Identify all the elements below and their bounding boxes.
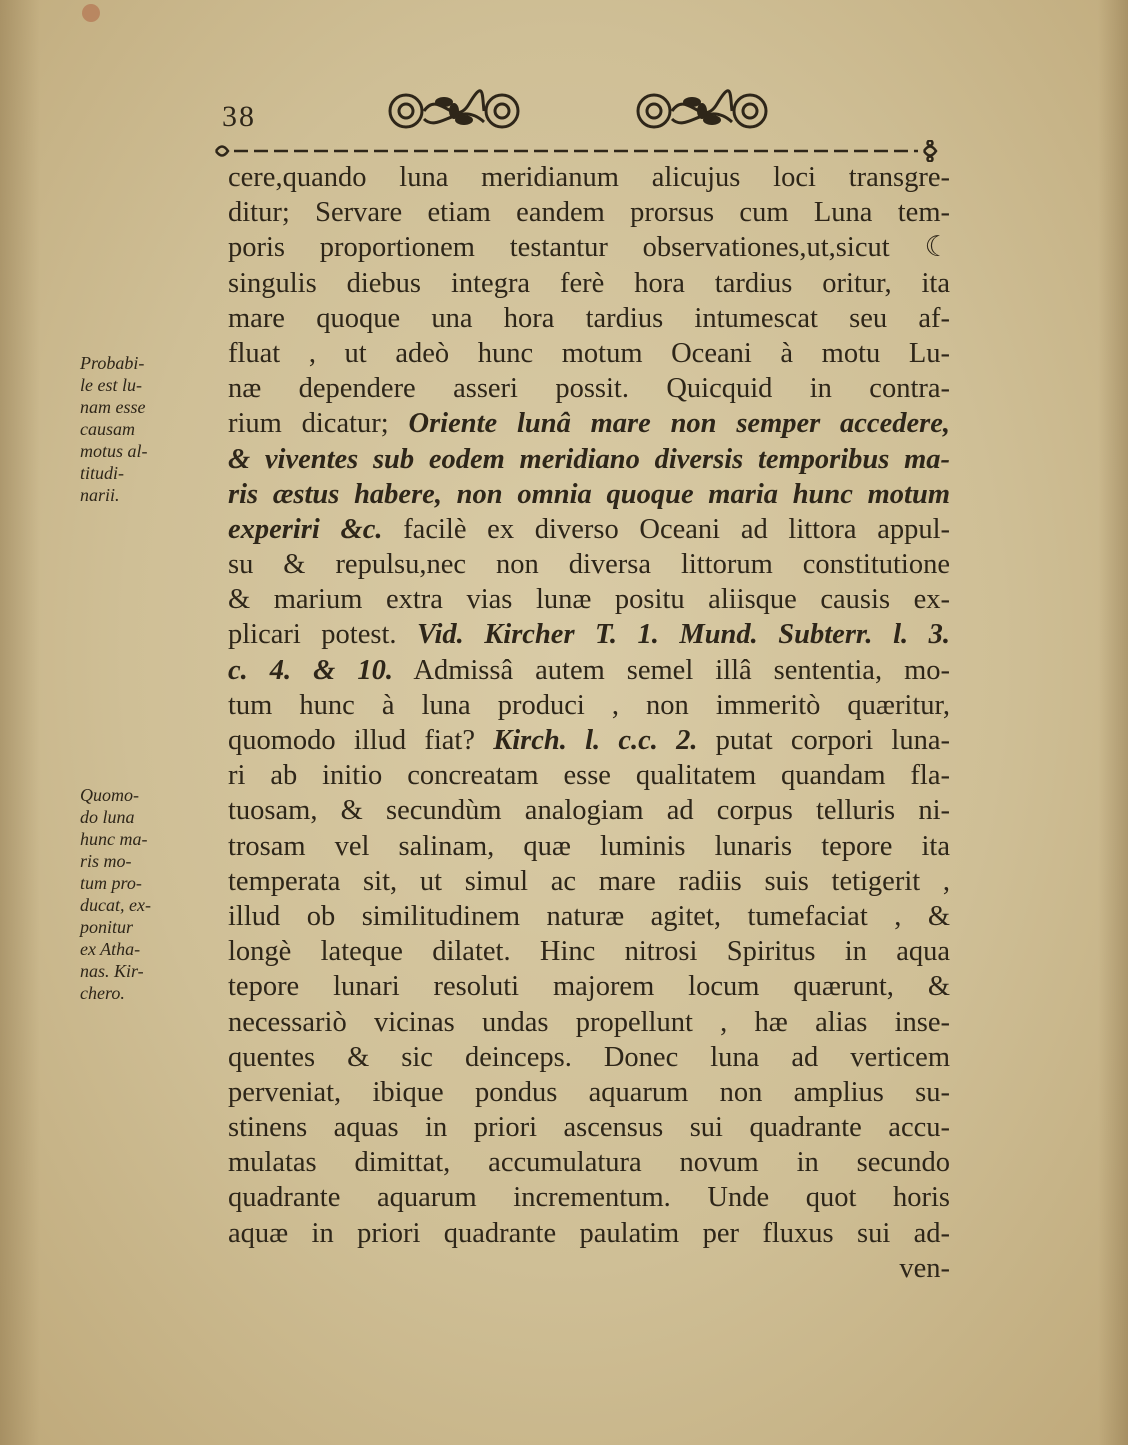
margin-note-line: causam bbox=[80, 419, 135, 439]
page-number: 38 bbox=[222, 100, 256, 133]
margin-note-line: hunc ma- bbox=[80, 829, 148, 849]
text-run: putat corpori luna- bbox=[697, 725, 950, 756]
italic-quote: experiri &c. bbox=[228, 513, 383, 545]
text-line: singulis diebus integra ferè hora tardius oritur, ita bbox=[228, 267, 950, 299]
margin-note-quomodo bbox=[80, 784, 200, 1004]
text-line: su & repulsu,nec non diversa littorum constitutione bbox=[228, 549, 950, 581]
text-line: fluat , ut adeò hunc motum Oceani à motu Lu- bbox=[228, 337, 950, 369]
page-shadow-right bbox=[1098, 0, 1128, 1445]
ink-stain bbox=[82, 4, 100, 22]
text-line: næ dependere asseri possit. Quicquid in contra- bbox=[228, 373, 950, 405]
text-line: trosam vel salinam, quæ luminis lunaris tepore ita bbox=[228, 830, 950, 862]
margin-note-line: nas. Kir- bbox=[80, 961, 144, 981]
text-line: longè lateque dilatet. Hinc nitrosi Spiritus in aqua bbox=[228, 936, 950, 968]
text-line: aquæ in priori quadrante paulatim per fluxus sui ad- bbox=[228, 1217, 950, 1249]
text-line: perveniat, ibique pondus aquarum non amplius su- bbox=[228, 1076, 950, 1108]
decorative-rule bbox=[212, 140, 942, 162]
margin-note-line: tum pro- bbox=[80, 873, 142, 893]
text-run: Admissâ autem semel illâ sententia, mo- bbox=[392, 654, 950, 686]
text-line bbox=[228, 406, 950, 441]
margin-note-line: ducat, ex- bbox=[80, 895, 151, 915]
margin-note-line: ex Atha- bbox=[80, 939, 141, 959]
text-line: mare quoque una hora tardius intumescat seu af- bbox=[228, 302, 950, 334]
text-line: quentes & sic deinceps. Donec luna ad verticem bbox=[228, 1041, 950, 1073]
margin-note-line: le est lu- bbox=[80, 375, 142, 395]
floral-ornament-icon bbox=[632, 84, 772, 138]
text-run: quomodo illud fiat? bbox=[228, 725, 494, 756]
margin-note-line: motus al- bbox=[80, 441, 148, 461]
text-line bbox=[228, 653, 950, 688]
text-line: ri ab initio concreatam esse qualitatem quandam fla- bbox=[228, 760, 950, 792]
margin-note-line: Probabi- bbox=[80, 353, 145, 373]
page-shadow-left bbox=[0, 0, 40, 1445]
text-line: cere,quando luna meridianum alicujus loci transgre- bbox=[228, 162, 950, 193]
margin-note-line: narii. bbox=[80, 485, 120, 505]
text-line: quadrante aquarum incrementum. Unde quot horis bbox=[228, 1182, 950, 1214]
floral-ornament-icon bbox=[384, 84, 524, 138]
margin-note-line: nam esse bbox=[80, 397, 146, 417]
text-run: facilè ex diverso Oceani ad littora appul- bbox=[382, 513, 951, 545]
text-line bbox=[228, 723, 950, 758]
text-line: & marium extra vias lunæ positu aliisque causis ex- bbox=[228, 584, 950, 616]
text-line bbox=[228, 617, 950, 652]
text-line bbox=[228, 512, 950, 547]
margin-note-line: do luna bbox=[80, 807, 135, 827]
margin-note-line: ponitur bbox=[80, 917, 134, 937]
text-line: stinens aquas in priori ascensus sui quadrante accu- bbox=[228, 1112, 950, 1144]
italic-quote-line: & viventes sub eodem meridiano diversis temporibus ma- bbox=[228, 443, 950, 475]
text-line: tum hunc à luna produci , non immeritò quæritur, bbox=[228, 689, 950, 721]
italic-quote: Oriente lunâ mare non semper accedere, bbox=[408, 408, 950, 440]
text-line: tuosam, & secundùm analogiam ad corpus telluris ni- bbox=[228, 795, 950, 827]
text-line: poris proportionem testantur observationes,ut,sicut ☾ bbox=[228, 232, 950, 264]
margin-note-line: titudi- bbox=[80, 463, 124, 483]
text-line: mulatas dimittat, accumulatura novum in secundo bbox=[228, 1147, 950, 1179]
citation: Kirch. l. c.c. 2. bbox=[493, 725, 698, 756]
catchword: ven- bbox=[899, 1252, 950, 1284]
italic-quote-line: ris æstus habere, non omnia quoque maria hunc motum bbox=[228, 478, 950, 510]
text-run: rium dicatur; bbox=[228, 408, 409, 440]
text-line: illud ob similitudinem naturæ agitet, tumefaciat , & bbox=[228, 900, 950, 932]
text-run: plicari potest. bbox=[228, 619, 418, 651]
margin-note-line: Quomo- bbox=[80, 785, 139, 805]
citation: Vid. Kircher T. 1. Mund. Subterr. l. 3. bbox=[417, 619, 950, 651]
text-line: ditur; Servare etiam eandem prorsus cum Luna tem- bbox=[228, 197, 950, 229]
margin-note-probabile bbox=[80, 352, 200, 506]
citation: c. 4. & 10. bbox=[228, 654, 393, 686]
text-line: tepore lunari resoluti majorem locum quærunt, & bbox=[228, 971, 950, 1003]
text-line: temperata sit, ut simul ac mare radiis suis tetigerit , bbox=[228, 865, 950, 897]
margin-note-line: chero. bbox=[80, 983, 125, 1003]
main-text-block bbox=[228, 160, 950, 1286]
text-line: necessariò vicinas undas propellunt , hæ alias inse- bbox=[228, 1006, 950, 1038]
margin-note-line: ris mo- bbox=[80, 851, 132, 871]
